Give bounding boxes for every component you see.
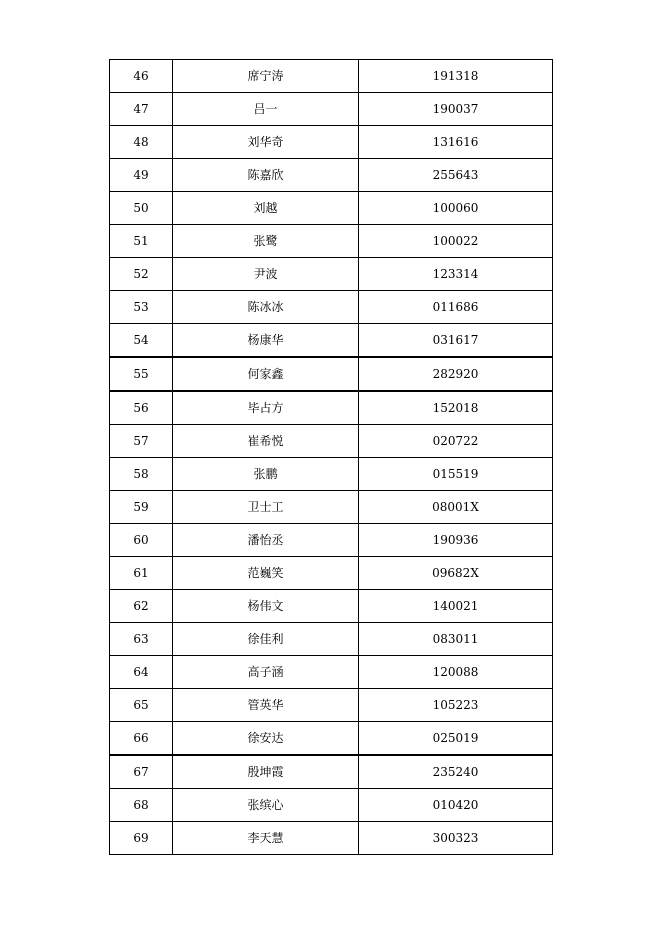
roster-table [109,59,553,855]
row-number-cell: 65 [110,689,173,722]
id-number-cell: 120088 [359,656,553,689]
name-cell: 尹波 [173,258,359,291]
table-row [110,557,553,590]
id-number-cell: 191318 [359,60,553,93]
row-number-cell: 66 [110,722,173,756]
row-number-cell: 48 [110,126,173,159]
table-row [110,225,553,258]
id-number-cell: 190037 [359,93,553,126]
row-number-cell: 64 [110,656,173,689]
row-number-cell: 57 [110,425,173,458]
row-number-cell: 58 [110,458,173,491]
name-cell: 崔希悦 [173,425,359,458]
table-row [110,755,553,789]
row-number-cell: 68 [110,789,173,822]
table-row [110,60,553,93]
row-number-cell: 51 [110,225,173,258]
row-number-cell: 49 [110,159,173,192]
table-row [110,822,553,855]
name-cell: 杨伟文 [173,590,359,623]
id-number-cell: 255643 [359,159,553,192]
table-row [110,458,553,491]
name-cell: 殷坤霞 [173,755,359,789]
id-number-cell: 131616 [359,126,553,159]
row-number-cell: 53 [110,291,173,324]
table-row [110,126,553,159]
id-number-cell: 011686 [359,291,553,324]
table-row [110,656,553,689]
table-row [110,491,553,524]
table-row [110,391,553,425]
id-number-cell: 010420 [359,789,553,822]
row-number-cell: 60 [110,524,173,557]
row-number-cell: 54 [110,324,173,358]
id-number-cell: 282920 [359,357,553,391]
name-cell: 吕一 [173,93,359,126]
row-number-cell: 69 [110,822,173,855]
name-cell: 陈嘉欣 [173,159,359,192]
name-cell: 张鹏 [173,458,359,491]
id-number-cell: 08001X [359,491,553,524]
id-number-cell: 025019 [359,722,553,756]
name-cell: 范巍笑 [173,557,359,590]
id-number-cell: 015519 [359,458,553,491]
table-row [110,524,553,557]
table-row [110,789,553,822]
name-cell: 陈冰冰 [173,291,359,324]
name-cell: 刘华奇 [173,126,359,159]
table-row [110,425,553,458]
id-number-cell: 031617 [359,324,553,358]
name-cell: 刘越 [173,192,359,225]
id-number-cell: 100022 [359,225,553,258]
row-number-cell: 46 [110,60,173,93]
table-row [110,159,553,192]
name-cell: 潘怡丞 [173,524,359,557]
id-number-cell: 300323 [359,822,553,855]
id-number-cell: 235240 [359,755,553,789]
table-row [110,623,553,656]
row-number-cell: 52 [110,258,173,291]
row-number-cell: 55 [110,357,173,391]
name-cell: 高子涵 [173,656,359,689]
id-number-cell: 190936 [359,524,553,557]
row-number-cell: 50 [110,192,173,225]
name-cell: 卫士工 [173,491,359,524]
id-number-cell: 123314 [359,258,553,291]
row-number-cell: 56 [110,391,173,425]
row-number-cell: 63 [110,623,173,656]
row-number-cell: 59 [110,491,173,524]
table-row [110,689,553,722]
table-row [110,192,553,225]
id-number-cell: 083011 [359,623,553,656]
name-cell: 毕占方 [173,391,359,425]
id-number-cell: 105223 [359,689,553,722]
row-number-cell: 67 [110,755,173,789]
row-number-cell: 62 [110,590,173,623]
name-cell: 管英华 [173,689,359,722]
table-row [110,258,553,291]
name-cell: 张鹭 [173,225,359,258]
row-number-cell: 61 [110,557,173,590]
roster-table-body [110,60,553,855]
name-cell: 徐安达 [173,722,359,756]
name-cell: 李天慧 [173,822,359,855]
name-cell: 杨康华 [173,324,359,358]
name-cell: 张缤心 [173,789,359,822]
id-number-cell: 140021 [359,590,553,623]
table-row [110,357,553,391]
row-number-cell: 47 [110,93,173,126]
id-number-cell: 020722 [359,425,553,458]
table-row [110,93,553,126]
table-row [110,291,553,324]
table-row [110,324,553,358]
id-number-cell: 152018 [359,391,553,425]
table-row [110,590,553,623]
id-number-cell: 09682X [359,557,553,590]
id-number-cell: 100060 [359,192,553,225]
name-cell: 何家鑫 [173,357,359,391]
name-cell: 席宁涛 [173,60,359,93]
name-cell: 徐佳利 [173,623,359,656]
table-row [110,722,553,756]
